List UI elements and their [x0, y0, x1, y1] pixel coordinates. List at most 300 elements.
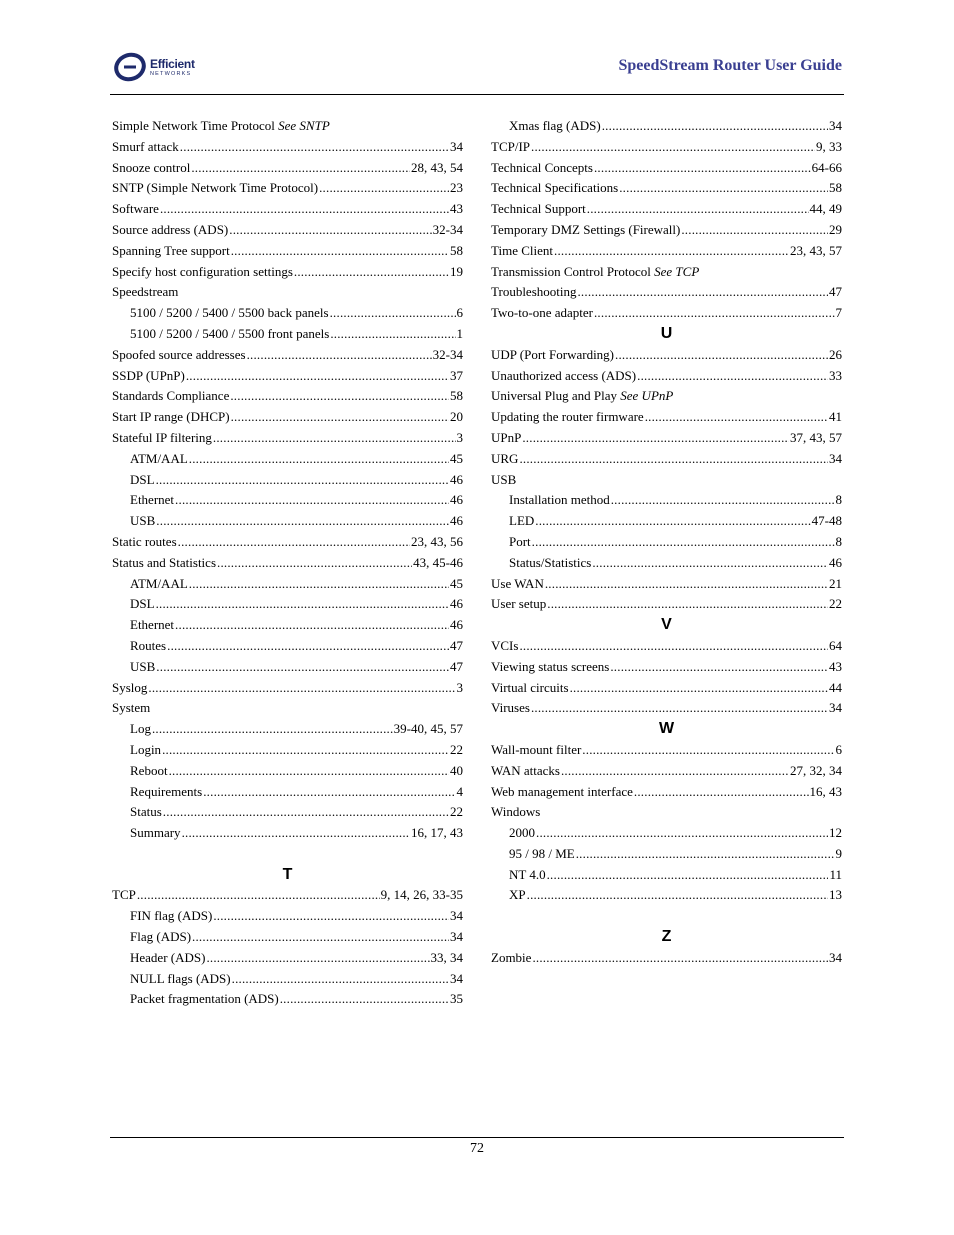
index-term [491, 428, 521, 449]
index-term-text: Virtual circuits [491, 679, 569, 695]
index-term-text: 2000 [509, 825, 535, 841]
index-term [130, 574, 188, 595]
index-term [112, 532, 177, 553]
index-term [112, 698, 150, 719]
index-term-text: Routes [130, 637, 167, 653]
index-term [130, 906, 212, 927]
dot-leader [582, 740, 834, 761]
index-entry [491, 802, 842, 823]
dot-leader [152, 719, 393, 740]
index-term-text: Troubleshooting [491, 284, 577, 300]
dot-leader [547, 865, 829, 886]
index-term [130, 657, 155, 678]
index-subentry [112, 802, 463, 823]
dot-leader [213, 428, 456, 449]
index-term-text: Speedstream [112, 284, 179, 300]
index-term-text: NT 4.0 [509, 866, 546, 882]
index-term-text: Log [130, 721, 151, 737]
index-term [509, 490, 610, 511]
index-term [509, 865, 546, 886]
index-term [509, 823, 535, 844]
index-term-text: Stateful IP filtering [112, 429, 212, 445]
index-term-text: Time Client [491, 242, 554, 258]
index-term-text: DSL [130, 471, 155, 487]
dot-leader [547, 594, 828, 615]
index-entry [491, 782, 842, 803]
index-term-text: URG [491, 450, 519, 466]
index-page-refs: 37, 43, 57 [790, 429, 842, 445]
index-subentry [112, 574, 463, 595]
index-term [130, 594, 155, 615]
index-term-text: 5100 / 5200 / 5400 / 5500 back panels [130, 305, 329, 321]
index-page-refs: 8 [835, 533, 842, 549]
index-entry [491, 449, 842, 470]
index-subentry [112, 969, 463, 990]
index-term [491, 345, 614, 366]
index-section-letter: T [282, 865, 293, 883]
index-term [112, 262, 293, 283]
index-term-text: DSL [130, 596, 155, 612]
index-page-refs: 40 [450, 762, 463, 778]
index-entry [491, 574, 842, 595]
index-page-refs: 35 [450, 991, 463, 1007]
index-entry [491, 678, 842, 699]
index-entry [491, 636, 842, 657]
index-page-refs: 45 [450, 450, 463, 466]
index-page-refs: 12 [829, 825, 842, 841]
index-term [112, 678, 147, 699]
dot-leader [592, 553, 828, 574]
dot-leader [594, 158, 811, 179]
index-subentry [112, 906, 463, 927]
index-term [130, 989, 279, 1010]
index-term [491, 262, 699, 283]
index-subentry [112, 761, 463, 782]
index-term-text: FIN flag (ADS) [130, 908, 213, 924]
index-entry [112, 137, 463, 158]
index-term [112, 407, 230, 428]
dot-leader [587, 199, 809, 220]
dot-leader [532, 532, 835, 553]
index-term-text: Unauthorized access (ADS) [491, 367, 637, 383]
index-term [491, 470, 516, 491]
index-term-text: Flag (ADS) [130, 929, 192, 945]
header-rule [110, 94, 844, 95]
index-term [491, 158, 593, 179]
index-term [130, 927, 191, 948]
index-term [491, 366, 636, 387]
index-page-refs: 3 [456, 679, 463, 695]
index-page-refs: 34 [450, 908, 463, 924]
index-term [112, 199, 159, 220]
index-page-refs: 20 [450, 409, 463, 425]
index-entry [112, 532, 463, 553]
index-entry [112, 553, 463, 574]
index-page-refs: 6 [835, 741, 842, 757]
index-term-text: 5100 / 5200 / 5400 / 5500 front panels [130, 325, 330, 341]
index-term-text: USB [130, 658, 156, 674]
index-page-refs: 46 [829, 554, 842, 570]
index-term-text: Ethernet [130, 617, 175, 633]
dot-leader [169, 761, 449, 782]
index-page-refs: 1 [456, 325, 463, 341]
index-page-refs: 58 [829, 180, 842, 196]
index-page-refs: 33, 34 [430, 949, 463, 965]
index-page-refs: 47 [829, 284, 842, 300]
index-term-text: Universal Plug and Play [491, 388, 621, 404]
index-page-refs: 34 [829, 450, 842, 466]
index-entry [491, 220, 842, 241]
index-subentry [491, 823, 842, 844]
index-page-refs: 46 [450, 617, 463, 633]
index-page-refs: 58 [450, 388, 463, 404]
index-page-refs: 9 [835, 845, 842, 861]
index-subentry [491, 553, 842, 574]
index-term [130, 490, 174, 511]
index-term [112, 885, 136, 906]
index-term-text: Wall-mount filter [491, 741, 582, 757]
index-page-refs: 46 [450, 471, 463, 487]
index-entry [491, 137, 842, 158]
index-term [491, 782, 633, 803]
index-page-refs: 23, 43, 57 [790, 242, 842, 258]
index-term-text: Xmas flag (ADS) [509, 118, 601, 133]
index-term-text: USB [130, 513, 156, 529]
index-term-text: Windows [491, 804, 541, 820]
index-page-refs: 33 [829, 367, 842, 383]
index-subentry [112, 449, 463, 470]
index-page-refs: 46 [450, 513, 463, 529]
index-page-refs: 32-34 [432, 221, 463, 237]
index-spacer [491, 906, 842, 927]
index-entry [112, 158, 463, 179]
index-term [491, 948, 531, 969]
index-term-text: SNTP (Simple Network Time Protocol) [112, 180, 319, 196]
index-entry [112, 282, 463, 303]
index-page-refs: 27, 32, 34 [790, 762, 842, 778]
dot-leader [610, 657, 828, 678]
index-term [130, 740, 161, 761]
index-page-refs: 28, 43, 54 [411, 159, 463, 175]
index-page-refs: 19 [450, 263, 463, 279]
index-term [491, 636, 518, 657]
dot-leader [527, 885, 828, 906]
index-page-refs: 22 [450, 741, 463, 757]
index-page-refs: 7 [835, 305, 842, 321]
dot-leader [531, 698, 828, 719]
index-term-text: Specify host configuration settings [112, 263, 293, 279]
index-term-text: SSDP (UPnP) [112, 367, 185, 383]
index-term-text: Smurf attack [112, 138, 179, 154]
index-page-refs: 34 [450, 929, 463, 945]
dot-leader [531, 137, 815, 158]
index-page-refs: 16, 43 [809, 783, 842, 799]
index-subentry [112, 948, 463, 969]
index-entry [112, 241, 463, 262]
page-number: 72 [470, 1141, 484, 1156]
index-entry [112, 698, 463, 719]
index-term-text: Spoofed source addresses [112, 346, 246, 362]
index-subentry [112, 470, 463, 491]
dot-leader [156, 594, 449, 615]
dot-leader [230, 386, 449, 407]
index-page-refs: 9, 14, 26, 33-35 [380, 887, 463, 903]
index-term-text: WAN attacks [491, 762, 560, 778]
dot-leader [330, 324, 455, 345]
index-term-text: Status/Statistics [509, 554, 592, 570]
dot-leader [519, 449, 828, 470]
dot-leader [160, 199, 449, 220]
dot-leader [330, 303, 456, 324]
index-term [491, 802, 540, 823]
index-page-refs: 8 [835, 492, 842, 508]
index-term [509, 116, 601, 137]
index-subentry [491, 490, 842, 511]
dot-leader [191, 158, 410, 179]
efficient-networks-logo [114, 52, 214, 82]
index-spacer [112, 844, 463, 865]
index-term [130, 782, 202, 803]
index-entry [491, 428, 842, 449]
index-term [509, 553, 591, 574]
index-term-text: Two-to-one adapter [491, 305, 593, 321]
index-term [130, 303, 329, 324]
dot-leader [522, 428, 789, 449]
index-term [491, 303, 593, 324]
index-entry [112, 178, 463, 199]
index-page-refs: 64 [829, 637, 842, 653]
index-term [130, 449, 188, 470]
index-term [491, 407, 644, 428]
dot-leader [178, 532, 410, 553]
index-term-text: Port [509, 533, 531, 549]
index-entry [491, 158, 842, 179]
dot-leader [611, 490, 835, 511]
index-subentry [491, 844, 842, 865]
index-subentry [112, 324, 463, 345]
index-term [491, 199, 586, 220]
logo-swoosh-icon [114, 52, 148, 82]
index-term [491, 137, 530, 158]
index-term [112, 345, 246, 366]
index-term [112, 386, 229, 407]
index-term [491, 698, 530, 719]
index-subentry [491, 511, 842, 532]
index-term [491, 386, 673, 407]
index-term-text: NULL flags (ADS) [130, 970, 231, 986]
index-subentry [112, 740, 463, 761]
dot-leader [148, 678, 455, 699]
index-page-refs: 34 [829, 118, 842, 133]
index-entry [491, 366, 842, 387]
index-term-text: Spanning Tree support [112, 242, 230, 258]
index-section-letter: U [660, 324, 673, 342]
dot-leader [532, 948, 828, 969]
index-term [491, 449, 518, 470]
dot-leader [180, 137, 449, 158]
index-page-refs: 22 [829, 596, 842, 612]
index-subentry [112, 490, 463, 511]
index-entry [112, 428, 463, 449]
index-term-text: LED [509, 513, 535, 529]
index-page-refs: 29 [829, 221, 842, 237]
index-term-text: Use WAN [491, 575, 544, 591]
index-term-text: Header (ADS) [130, 949, 206, 965]
index-term-text: Ethernet [130, 492, 175, 508]
index-term-text: Reboot [130, 762, 168, 778]
index-term [491, 178, 618, 199]
index-term-text: Status and Statistics [112, 554, 216, 570]
index-subentry [112, 594, 463, 615]
index-term [112, 282, 178, 303]
index-term-text: UPnP [491, 429, 522, 445]
logo-subtext: NETWORKS [150, 71, 192, 77]
index-term-text: Login [130, 741, 162, 757]
index-term-text: Zombie [491, 949, 532, 965]
index-entry [491, 740, 842, 761]
index-page-refs: 41 [829, 409, 842, 425]
index-page-refs: 23 [450, 180, 463, 196]
index-term [112, 178, 318, 199]
dot-leader [577, 282, 828, 303]
dot-leader [247, 345, 432, 366]
index-page-refs: 6 [456, 305, 463, 321]
index-entry [112, 262, 463, 283]
dot-leader [137, 885, 380, 906]
dot-leader [280, 989, 449, 1010]
index-term-text: USB [491, 471, 517, 487]
index-entry [112, 386, 463, 407]
index-subentry [112, 989, 463, 1010]
index-term [112, 158, 190, 179]
index-page-refs: 47-48 [811, 513, 842, 529]
index-term-text: Technical Support [491, 201, 586, 217]
dot-leader [232, 969, 449, 990]
dot-leader [167, 636, 449, 657]
index-term-text: Status [130, 804, 162, 820]
index-term-text: Source address (ADS) [112, 221, 229, 237]
dot-leader [186, 366, 449, 387]
index-term [112, 137, 179, 158]
index-term [112, 241, 230, 262]
index-term [130, 324, 329, 345]
index-column-left [112, 116, 463, 1010]
dot-leader [319, 178, 449, 199]
index-see-reference: See TCP [654, 263, 700, 279]
index-term-text: Start IP range (DHCP) [112, 409, 230, 425]
index-page-refs: 32-34 [432, 346, 463, 362]
dot-leader [637, 366, 828, 387]
index-page-refs: 37 [450, 367, 463, 383]
dot-leader [570, 678, 828, 699]
index-term-text: Technical Specifications [491, 180, 619, 196]
index-entry [491, 594, 842, 615]
index-term [491, 220, 680, 241]
index-section-letter: Z [661, 928, 672, 946]
index-term-text: VCIs [491, 637, 519, 653]
index-term-text: UDP (Port Forwarding) [491, 346, 615, 362]
index-term-text: Syslog [112, 679, 148, 695]
index-entry [491, 761, 842, 782]
index-entry [491, 178, 842, 199]
index-subentry [112, 303, 463, 324]
dot-leader [182, 823, 410, 844]
index-term [112, 116, 330, 137]
index-entry [112, 885, 463, 906]
index-subentry [112, 511, 463, 532]
index-term-text: Temporary DMZ Settings (Firewall) [491, 221, 681, 237]
dot-leader [602, 116, 828, 137]
index-entry [491, 303, 842, 324]
index-page-refs: 58 [450, 242, 463, 258]
index-term [509, 532, 531, 553]
index-column-right [491, 116, 842, 969]
index-term [112, 366, 185, 387]
index-term-text: Software [112, 201, 159, 217]
index-term [491, 761, 560, 782]
index-term [491, 241, 553, 262]
index-term [509, 844, 575, 865]
index-term-text: TCP [112, 887, 136, 903]
index-entry [491, 241, 842, 262]
index-term-text: Web management interface [491, 783, 633, 799]
index-page-refs: 16, 17, 43 [411, 825, 463, 841]
index-term-text: Static routes [112, 533, 177, 549]
index-entry [491, 948, 842, 969]
index-term [491, 678, 569, 699]
index-page-refs: 3 [456, 429, 463, 445]
index-term [509, 511, 534, 532]
dot-leader [536, 823, 828, 844]
index-page-refs: 11 [829, 866, 842, 882]
index-page-refs: 22 [450, 804, 463, 820]
index-subentry [112, 615, 463, 636]
dot-leader [545, 574, 828, 595]
index-subentry [491, 885, 842, 906]
index-term-text: TCP/IP [491, 138, 531, 154]
dot-leader [192, 927, 449, 948]
index-page-refs: 34 [450, 138, 463, 154]
index-term [491, 657, 609, 678]
dot-leader [156, 470, 449, 491]
index-term [130, 615, 174, 636]
index-see-reference: See SNTP [278, 118, 330, 133]
index-term [130, 719, 151, 740]
index-page-refs: 9, 33 [816, 138, 842, 154]
index-term-text: Viewing status screens [491, 658, 610, 674]
index-page-refs: 44, 49 [809, 201, 842, 217]
dot-leader [175, 490, 449, 511]
index-term [130, 470, 155, 491]
index-entry [491, 407, 842, 428]
dot-leader [231, 407, 449, 428]
index-term [130, 948, 205, 969]
dot-leader [229, 220, 431, 241]
dot-leader [175, 615, 449, 636]
index-entry [491, 282, 842, 303]
index-term-text: Packet fragmentation (ADS) [130, 991, 279, 1007]
index-term-text: XP [509, 887, 526, 903]
document-title: SpeedStream Router User Guide [618, 57, 842, 74]
index-entry [112, 366, 463, 387]
index-term-text: Simple Network Time Protocol [112, 118, 279, 133]
index-term-text: ATM/AAL [130, 575, 188, 591]
index-page-refs: 23, 43, 56 [411, 533, 463, 549]
dot-leader [615, 345, 828, 366]
dot-leader [619, 178, 828, 199]
index-term-text: User setup [491, 596, 547, 612]
footer-rule [110, 1137, 844, 1138]
